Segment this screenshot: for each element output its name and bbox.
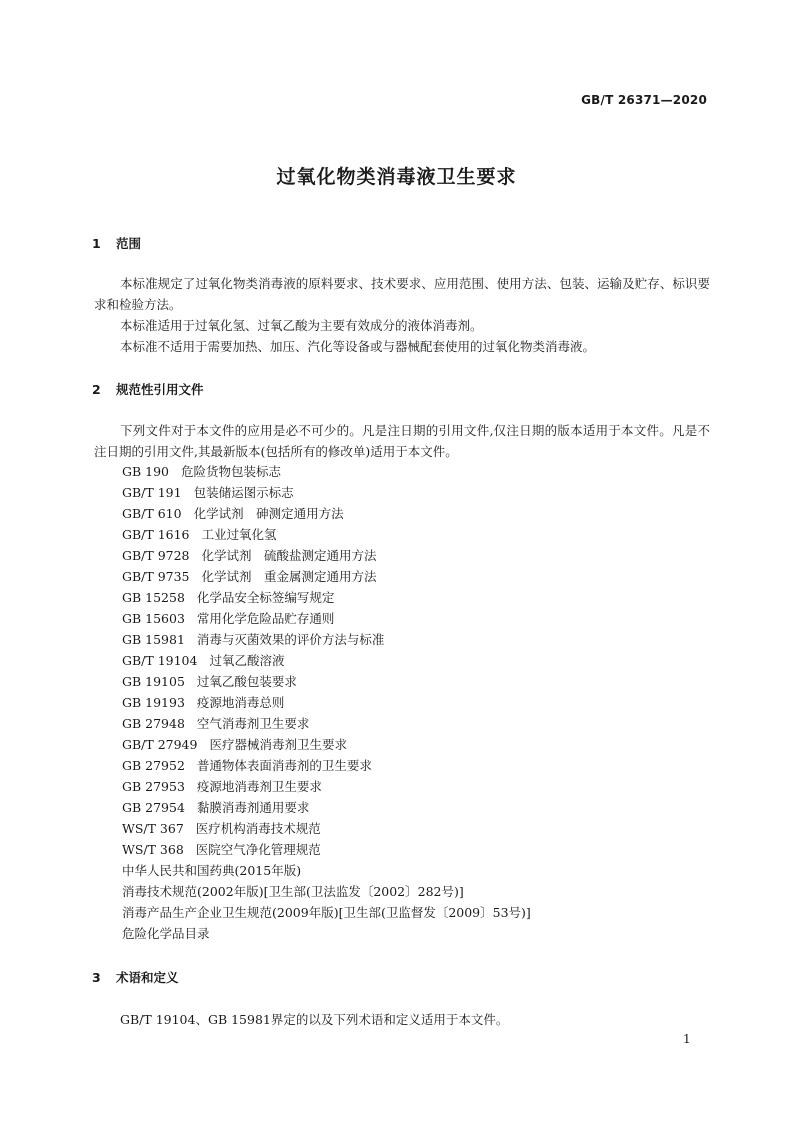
reference-title: 过氧乙酸包装要求 <box>196 674 297 689</box>
scope-paragraph-2: 本标准适用于过氧化氢、过氧乙酸为主要有效成分的液体消毒剂。 <box>120 318 483 333</box>
reference-item <box>122 713 531 734</box>
reference-title: 疫源地消毒总则 <box>196 695 285 710</box>
reference-title: 医院空气净化管理规范 <box>195 842 321 857</box>
reference-title: 危险化学品目录 <box>122 926 210 941</box>
reference-title: 空气消毒剂卫生要求 <box>196 716 310 731</box>
reference-title: 化学品安全标签编写规定 <box>196 590 335 605</box>
reference-code: GB/T 191 <box>122 485 182 500</box>
reference-item <box>122 692 531 713</box>
reference-item <box>122 608 531 629</box>
reference-code: GB 15981 <box>122 632 185 647</box>
terms-intro: GB/T 19104、GB 15981界定的以及下列术语和定义适用于本文件。 <box>120 1012 509 1027</box>
reference-item <box>122 839 531 860</box>
section-2-heading <box>92 380 204 398</box>
reference-title: 消毒产品生产企业卫生规范(2009年版)[卫生部(卫监督发〔2009〕53号)] <box>122 905 531 920</box>
reference-item <box>122 734 531 755</box>
reference-item <box>122 860 531 881</box>
reference-title: 中华人民共和国药典(2015年版) <box>122 863 302 878</box>
reference-title: 普通物体表面消毒剂的卫生要求 <box>196 758 372 773</box>
reference-code: GB/T 9735 <box>122 569 190 584</box>
section-number: 2 <box>92 382 101 397</box>
reference-title: 常用化学危险品贮存通则 <box>196 611 335 626</box>
reference-item <box>122 671 531 692</box>
reference-item <box>122 797 531 818</box>
section-number: 1 <box>92 236 101 251</box>
reference-code: GB 27948 <box>122 716 185 731</box>
reference-code: GB/T 27949 <box>122 737 198 752</box>
reference-item <box>122 587 531 608</box>
reference-item <box>122 566 531 587</box>
standard-number: GB/T 26371—2020 <box>581 93 707 107</box>
reference-code: GB 27954 <box>122 800 185 815</box>
reference-title: 化学试剂 硫酸盐测定通用方法 <box>201 548 377 563</box>
reference-code: GB 15603 <box>122 611 185 626</box>
section-title: 术语和定义 <box>116 970 179 985</box>
reference-code: GB/T 9728 <box>122 548 190 563</box>
reference-code: GB/T 19104 <box>122 653 198 668</box>
reference-code: GB 15258 <box>122 590 185 605</box>
reference-item <box>122 650 531 671</box>
reference-code: GB/T 1616 <box>122 527 190 542</box>
reference-code: GB 19193 <box>122 695 185 710</box>
reference-title: 化学试剂 重金属测定通用方法 <box>201 569 377 584</box>
reference-title: 包装储运图示标志 <box>193 485 294 500</box>
reference-item <box>122 902 531 923</box>
normative-references-list <box>122 461 531 944</box>
reference-item <box>122 818 531 839</box>
reference-title: 危险货物包装标志 <box>181 464 282 479</box>
reference-title: 黏膜消毒剂通用要求 <box>196 800 310 815</box>
reference-code: GB 27953 <box>122 779 185 794</box>
scope-paragraph-3: 本标准不适用于需要加热、加压、汽化等设备或与器械配套使用的过氧化物类消毒液。 <box>120 339 596 354</box>
reference-item <box>122 524 531 545</box>
reference-title: 医疗机构消毒技术规范 <box>195 821 321 836</box>
reference-code: GB 19105 <box>122 674 185 689</box>
reference-item <box>122 755 531 776</box>
scope-paragraph-1: 本标准规定了过氧化物类消毒液的原料要求、技术要求、应用范围、使用方法、包装、运输及贮存、标识要求和检验方法。 <box>94 276 710 312</box>
reference-item <box>122 881 531 902</box>
reference-item <box>122 461 531 482</box>
section-1-heading <box>92 234 141 252</box>
reference-item <box>122 629 531 650</box>
reference-title: 消毒技术规范(2002年版)[卫生部(卫法监发〔2002〕282号)] <box>122 884 464 899</box>
document-title: 过氧化物类消毒液卫生要求 <box>276 166 517 188</box>
reference-item <box>122 923 531 944</box>
section-title: 规范性引用文件 <box>116 382 204 397</box>
reference-title: 工业过氧化氢 <box>201 527 277 542</box>
reference-title: 过氧乙酸溶液 <box>209 653 285 668</box>
page-number: 1 <box>683 1032 691 1046</box>
reference-item <box>122 503 531 524</box>
reference-item <box>122 545 531 566</box>
reference-title: 化学试剂 砷测定通用方法 <box>193 506 344 521</box>
section-3-heading <box>92 968 179 986</box>
reference-code: WS/T 368 <box>122 842 184 857</box>
reference-code: GB 190 <box>122 464 170 479</box>
section-title: 范围 <box>116 236 142 251</box>
reference-code: GB 27952 <box>122 758 185 773</box>
reference-code: WS/T 367 <box>122 821 184 836</box>
reference-item <box>122 482 531 503</box>
references-intro: 下列文件对于本文件的应用是必不可少的。凡是注日期的引用文件,仅注日期的版本适用于本文件。凡是不注日期的引用文件,其最新版本(包括所有的修改单)适用于本文件。 <box>94 423 710 459</box>
section-number: 3 <box>92 970 101 985</box>
reference-item <box>122 776 531 797</box>
reference-title: 消毒与灭菌效果的评价方法与标准 <box>196 632 385 647</box>
reference-title: 疫源地消毒剂卫生要求 <box>196 779 322 794</box>
reference-title: 医疗器械消毒剂卫生要求 <box>209 737 347 752</box>
reference-code: GB/T 610 <box>122 506 182 521</box>
